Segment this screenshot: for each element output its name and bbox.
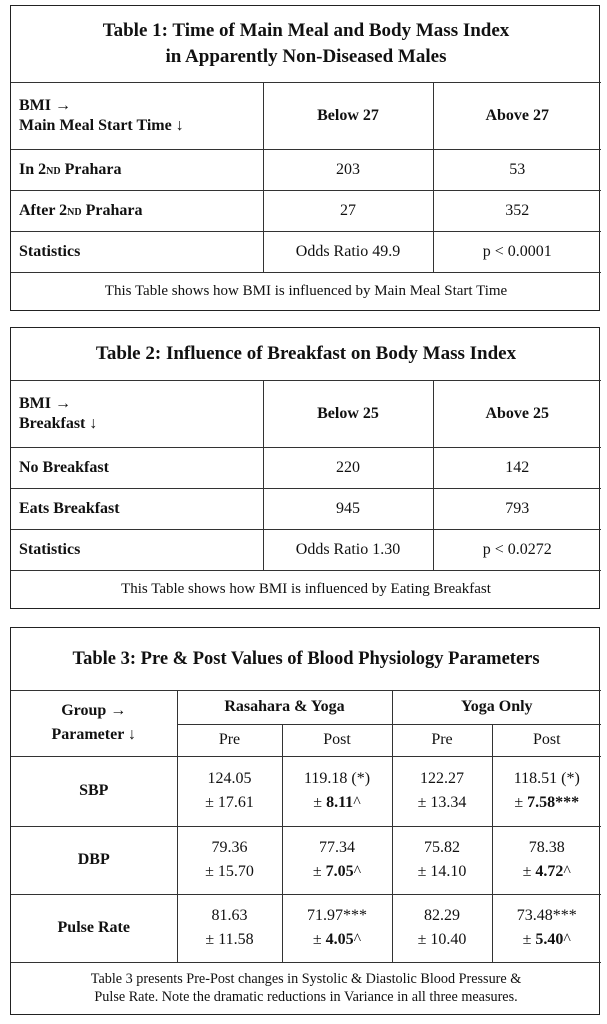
- cell-value: 75.82 ± 14.10: [392, 826, 492, 894]
- cell-value: 27: [263, 190, 433, 231]
- table-2-col-below: Below 25: [263, 380, 433, 447]
- p-value: p < 0.0001: [433, 231, 601, 272]
- col-post: Post: [282, 724, 392, 756]
- cell-value: 77.34 ± 7.05^: [282, 826, 392, 894]
- table-row: [11, 756, 601, 826]
- cell-value: 119.18 (*) ± 8.11^: [282, 756, 392, 826]
- cell-value: 352: [433, 190, 601, 231]
- table-2-title: Table 2: Influence of Breakfast on Body Mass Index: [11, 328, 601, 380]
- cell-value: 220: [263, 447, 433, 488]
- table-2-col-above: Above 25: [433, 380, 601, 447]
- row-label: DBP: [11, 826, 177, 894]
- table-2: [10, 327, 600, 609]
- table-1-col-below: Below 27: [263, 82, 433, 149]
- cell-value: 122.27 ± 13.34: [392, 756, 492, 826]
- cell-value: 124.05 ± 17.61: [177, 756, 282, 826]
- cell-value: 118.51 (*) ± 7.58***: [492, 756, 601, 826]
- group-yoga-only: Yoga Only: [392, 690, 601, 724]
- row-label: Pulse Rate: [11, 894, 177, 962]
- col-pre: Pre: [392, 724, 492, 756]
- table-row-statistics: [11, 231, 601, 272]
- group-rasahara-yoga: Rasahara & Yoga: [177, 690, 392, 724]
- table-1-col-above: Above 27: [433, 82, 601, 149]
- cell-value: 945: [263, 488, 433, 529]
- cell-value: 82.29 ± 10.40: [392, 894, 492, 962]
- table-row: [11, 447, 601, 488]
- table-row: [11, 894, 601, 962]
- cell-value: 73.48*** ± 5.40^: [492, 894, 601, 962]
- table-3-header-label: Group → Parameter ↓: [11, 690, 177, 756]
- row-label: No Breakfast: [11, 447, 263, 488]
- table-row: [11, 149, 601, 190]
- row-label: Eats Breakfast: [11, 488, 263, 529]
- cell-value: 71.97*** ± 4.05^: [282, 894, 392, 962]
- col-pre: Pre: [177, 724, 282, 756]
- row-label: Statistics: [11, 529, 263, 570]
- p-value: p < 0.0272: [433, 529, 601, 570]
- cell-value: 793: [433, 488, 601, 529]
- table-1-header-label: BMI → Main Meal Start Time ↓: [11, 82, 263, 149]
- cell-value: 142: [433, 447, 601, 488]
- table-2-note: This Table shows how BMI is influenced by Eating Breakfast: [11, 570, 601, 608]
- table-3-title: Table 3: Pre & Post Values of Blood Physiology Parameters: [11, 628, 601, 690]
- table-3: [10, 627, 600, 1015]
- cell-value: 53: [433, 149, 601, 190]
- cell-value: 78.38 ± 4.72^: [492, 826, 601, 894]
- row-label: After 2ND Prahara: [11, 190, 263, 231]
- row-label: Statistics: [11, 231, 263, 272]
- table-2-header-label: BMI → Breakfast ↓: [11, 380, 263, 447]
- table-row-statistics: [11, 529, 601, 570]
- cell-value: 81.63 ± 11.58: [177, 894, 282, 962]
- table-row: [11, 826, 601, 894]
- odds-ratio: Odds Ratio 49.9: [263, 231, 433, 272]
- row-label: SBP: [11, 756, 177, 826]
- col-post: Post: [492, 724, 601, 756]
- row-label: In 2ND Prahara: [11, 149, 263, 190]
- table-1: [10, 5, 600, 311]
- table-row: [11, 488, 601, 529]
- table-3-note: Table 3 presents Pre-Post changes in Systolic & Diastolic Blood Pressure & Pulse Rate. Note the dramatic reductions in Variance in all three measures.: [11, 962, 601, 1014]
- odds-ratio: Odds Ratio 1.30: [263, 529, 433, 570]
- table-row: [11, 190, 601, 231]
- cell-value: 203: [263, 149, 433, 190]
- table-1-title: Table 1: Time of Main Meal and Body Mass Index in Apparently Non-Diseased Males: [11, 6, 601, 82]
- cell-value: 79.36 ± 15.70: [177, 826, 282, 894]
- table-1-note: This Table shows how BMI is influenced by Main Meal Start Time: [11, 272, 601, 310]
